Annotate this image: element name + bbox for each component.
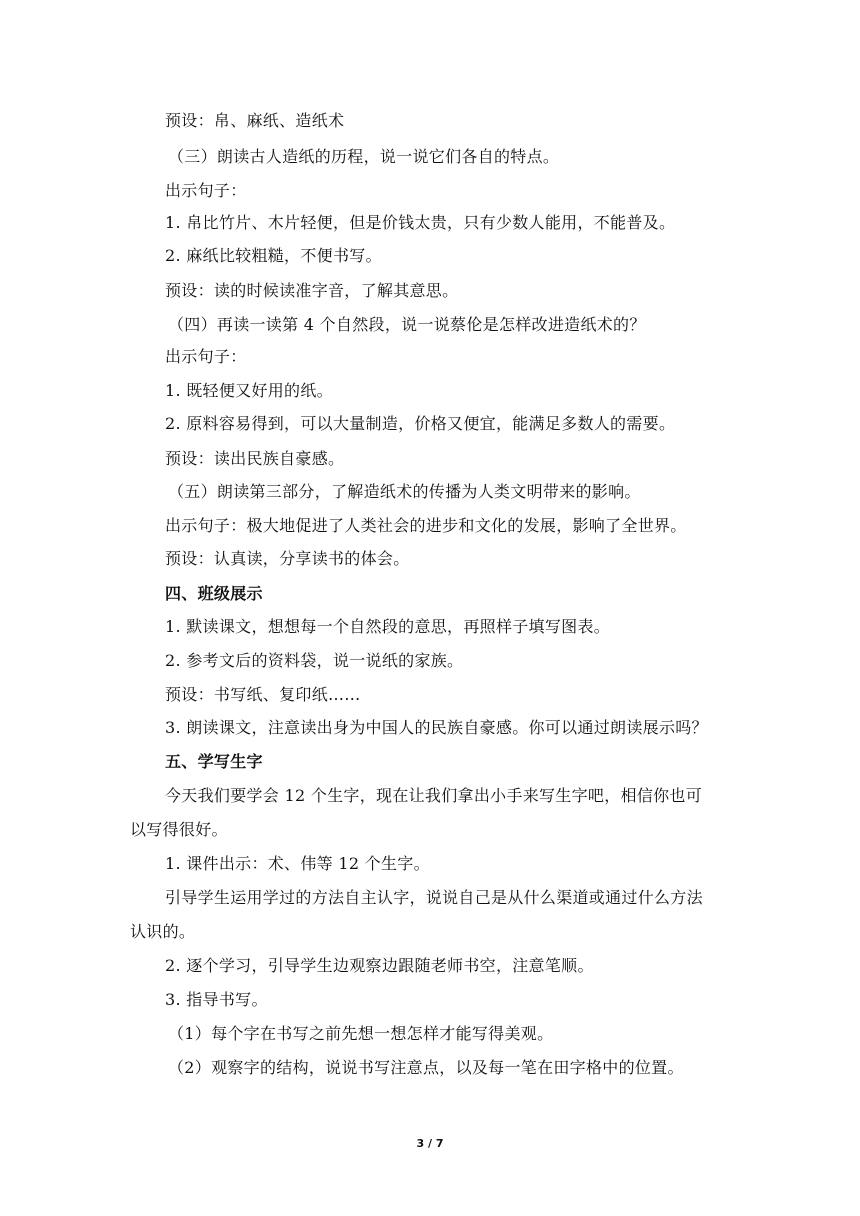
text-line: （三）朗读古人造纸的历程，说一说它们各自的特点。 (168, 147, 560, 166)
text-line: 引导学生运用学过的方法自主认字，说说自己是从什么渠道或通过什么方法 (165, 888, 703, 907)
text-line: 预设：书写纸、复印纸…… (165, 685, 361, 704)
text-line: 2. 参考文后的资料袋，说一说纸的家族。 (165, 651, 464, 670)
text-line: 预设：认真读，分享读书的体会。 (165, 549, 410, 568)
text-line: 1. 既轻便又好用的纸。 (165, 381, 333, 400)
page-number: 3 / 7 (416, 1137, 444, 1150)
text-line: 1. 帛比竹片、木片轻便，但是价钱太贵，只有少数人能用，不能普及。 (165, 213, 676, 232)
text-line: 1. 课件出示：术、伟等 12 个生字。 (165, 854, 430, 873)
text-line: （1）每个字在书写之前先想一想怎样才能写得美观。 (168, 1024, 554, 1043)
text-line: 今天我们要学会 12 个生字，现在让我们拿出小手来写生字吧，相信你也可 (165, 786, 703, 805)
text-line: 出示句子： (165, 347, 247, 366)
text-line: 以写得很好。 (130, 820, 228, 839)
text-line: 出示句子： (165, 181, 247, 200)
text-line: 出示句子：极大地促进了人类社会的进步和文化的发展，影响了全世界。 (165, 516, 687, 535)
text-line: 认识的。 (130, 922, 196, 941)
section-heading: 五、学写生字 (165, 752, 263, 771)
text-line: 3. 指导书写。 (165, 990, 268, 1009)
text-line: 预设：帛、麻纸、造纸术 (165, 111, 345, 130)
text-line: 2. 逐个学习，引导学生边观察边跟随老师书空，注意笔顺。 (165, 956, 594, 975)
text-line: 1. 默读课文，想想每一个自然段的意思，再照样子填写图表。 (165, 617, 611, 636)
text-line: （2）观察字的结构，说说书写注意点，以及每一笔在田字格中的位置。 (168, 1058, 684, 1077)
text-line: 预设：读出民族自豪感。 (165, 449, 345, 468)
text-line: （四）再读一读第 4 个自然段，说一说蔡伦是怎样改进造纸术的？ (168, 315, 646, 334)
text-line: 2. 麻纸比较粗糙，不便书写。 (165, 246, 382, 265)
text-line: （五）朗读第三部分，了解造纸术的传播为人类文明带来的影响。 (168, 482, 641, 501)
section-heading: 四、班级展示 (165, 584, 263, 603)
text-line: 3. 朗读课文，注意读出身为中国人的民族自豪感。你可以通过朗读展示吗？ (165, 718, 708, 737)
text-line: 预设：读的时候读准字音，了解其意思。 (165, 281, 459, 300)
text-line: 2. 原料容易得到，可以大量制造，价格又便宜，能满足多数人的需要。 (165, 414, 676, 433)
